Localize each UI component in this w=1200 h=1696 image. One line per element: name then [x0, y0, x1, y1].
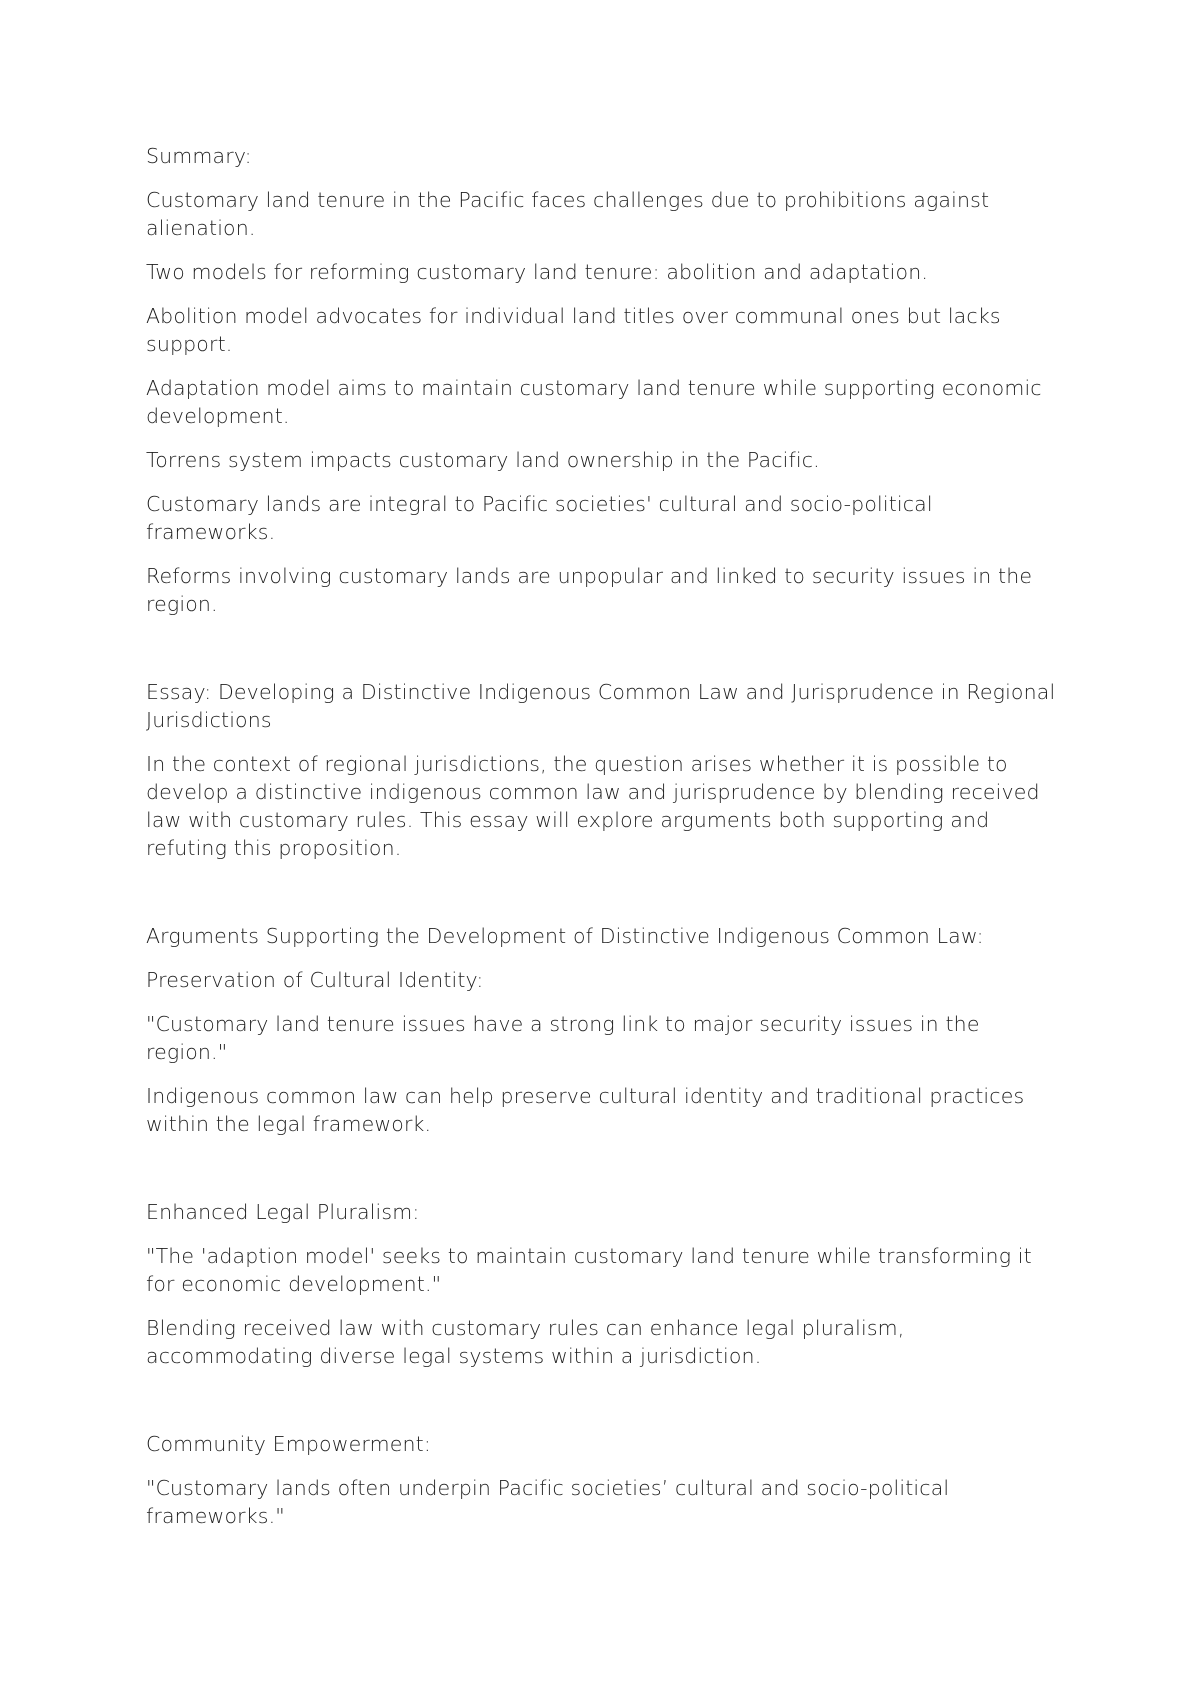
- section-quote: "The 'adaption model' seeks to maintain customary land tenure while transforming it for economic development.": [146, 1244, 1032, 1296]
- section-text: Blending received law with customary rules can enhance legal pluralism, accommodating diverse legal systems within a jurisdiction.: [146, 1316, 905, 1368]
- section-quote: "Customary lands often underpin Pacific societies’ cultural and socio-political frameworks.": [146, 1476, 950, 1528]
- summary-point: Torrens system impacts customary land ownership in the Pacific.: [146, 448, 820, 472]
- arguments-heading: Arguments Supporting the Development of Distinctive Indigenous Common Law:: [146, 924, 984, 948]
- summary-point: Two models for reforming customary land tenure: abolition and adaptation.: [146, 260, 929, 284]
- essay-title: Essay: Developing a Distinctive Indigenous Common Law and Jurisprudence in Regional Jurisdictions: [146, 680, 1056, 732]
- section-heading: Enhanced Legal Pluralism:: [146, 1200, 420, 1224]
- summary-point: Reforms involving customary lands are unpopular and linked to security issues in the region.: [146, 564, 1033, 616]
- document-page: [146, 142, 1066, 1546]
- section-heading: Preservation of Cultural Identity:: [146, 968, 484, 992]
- section-text: Indigenous common law can help preserve cultural identity and traditional practices within the legal framework.: [146, 1084, 1025, 1136]
- summary-point: Customary land tenure in the Pacific faces challenges due to prohibitions against alienation.: [146, 188, 990, 240]
- section-quote: "Customary land tenure issues have a strong link to major security issues in the region.": [146, 1012, 980, 1064]
- summary-point: Customary lands are integral to Pacific societies' cultural and socio-political frameworks.: [146, 492, 933, 544]
- essay-intro: In the context of regional jurisdictions, the question arises whether it is possible to develop a distinctive indigenous common law and jurisprudence by blending received law with customary rules. This essay will explore arguments both supporting and refuting this proposition.: [146, 752, 1040, 860]
- summary-heading: Summary:: [146, 144, 252, 168]
- summary-point: Abolition model advocates for individual land titles over communal ones but lacks support.: [146, 304, 1001, 356]
- summary-point: Adaptation model aims to maintain customary land tenure while supporting economic development.: [146, 376, 1042, 428]
- section-heading: Community Empowerment:: [146, 1432, 431, 1456]
